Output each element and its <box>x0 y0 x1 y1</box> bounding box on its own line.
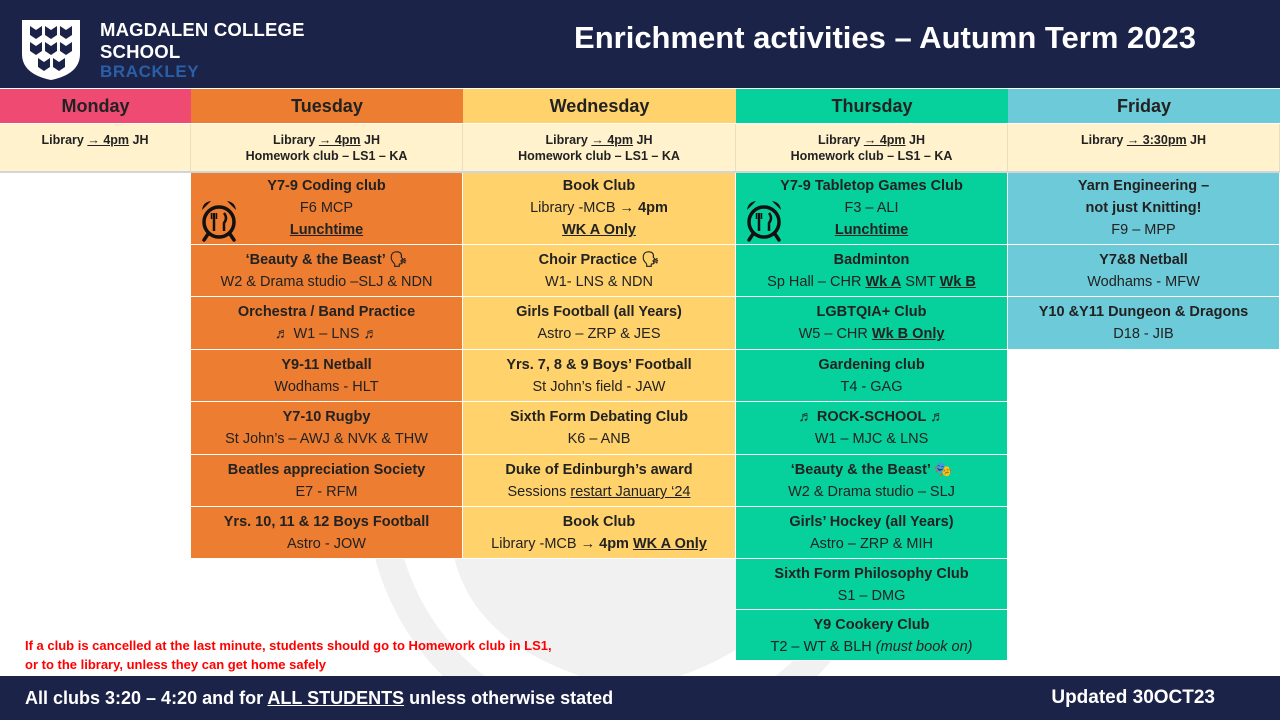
club-cell <box>736 402 1008 455</box>
club-cell <box>736 455 1008 507</box>
text-run: Wk A <box>865 274 902 290</box>
club-name: Sixth Form Debating Club <box>509 409 689 425</box>
text-run: Astro - JOW <box>287 536 366 552</box>
club-name: Y9 Cookery Club <box>813 617 930 633</box>
day-header-monday: Monday <box>0 89 191 123</box>
club-name: ♬ ROCK-SCHOOL ♬ <box>798 409 945 425</box>
club-name: Y7-9 Tabletop Games Club <box>780 178 963 194</box>
text-run: → 4pm <box>318 133 361 147</box>
text-run: W1 – MJC & LNS <box>814 431 929 447</box>
text-run: restart January ‘24 <box>570 484 691 500</box>
club-detail <box>736 376 1007 398</box>
slot-line <box>1008 132 1279 148</box>
club-cell <box>463 402 736 455</box>
text-run: D18 - JIB <box>1113 326 1174 342</box>
text-run: F6 MCP <box>299 200 354 216</box>
text-run: (must book on) <box>875 639 973 655</box>
club-name: Yrs. 10, 11 & 12 Boys Football <box>223 514 430 530</box>
slot-line <box>0 132 190 148</box>
club-detail <box>191 481 462 503</box>
text-run: Homework club – LS1 – KA <box>518 149 680 163</box>
club-detail <box>191 323 462 345</box>
club-cell <box>736 610 1008 661</box>
text-run: Wk B <box>939 274 976 290</box>
text-run: Wodhams - MFW <box>1087 274 1200 290</box>
page-footer <box>0 676 1280 720</box>
club-cell <box>1008 297 1280 350</box>
text-run: not just Knitting! <box>1085 200 1202 216</box>
club-name: LGBTQIA+ Club <box>816 304 927 320</box>
school-crest-logo <box>20 18 82 82</box>
notice-line: If a club is cancelled at the last minute, students should go to Homework club in LS1, <box>25 638 552 653</box>
notice-line: or to the library, unless they can get home safely <box>25 657 327 672</box>
day-header-wednesday: Wednesday <box>463 89 736 123</box>
club-name: Y7&8 Netball <box>1099 252 1188 268</box>
club-name: Yarn Engineering – <box>1077 178 1210 194</box>
alarm-clock-cutlery-icon <box>742 198 786 242</box>
club-name: Y10 &Y11 Dungeon & Dragons <box>1038 304 1249 320</box>
slot-line <box>463 148 735 164</box>
text-run: W1- LNS & NDN <box>545 274 653 290</box>
text-run: → 4pm <box>580 536 629 552</box>
text-run: W5 – CHR <box>798 326 872 342</box>
text-run: W2 & Drama studio – SLJ <box>788 484 955 500</box>
club-cell <box>191 455 463 507</box>
club-detail <box>1008 323 1279 345</box>
club-name: Gardening club <box>818 357 925 373</box>
club-detail <box>463 428 735 450</box>
after-school-slot-monday <box>0 124 191 171</box>
club-cell <box>736 350 1008 402</box>
club-cell <box>1008 173 1280 245</box>
club-cell <box>191 507 463 559</box>
club-detail <box>463 219 735 241</box>
text-run: WK A Only <box>632 536 707 552</box>
footer-note-end: unless otherwise stated <box>404 688 614 708</box>
text-run: Library <box>41 133 88 147</box>
text-run: → 4pm <box>591 133 634 147</box>
after-school-slot-wednesday <box>463 124 736 171</box>
club-cell <box>463 507 736 559</box>
club-cell <box>736 245 1008 297</box>
text-run: Library <box>273 133 319 147</box>
school-name-line2: SCHOOL <box>100 41 181 62</box>
after-school-slot-thursday <box>736 124 1008 171</box>
club-name: Y7-10 Rugby <box>282 409 371 425</box>
text-run: → 4pm <box>863 133 906 147</box>
club-detail <box>463 271 735 293</box>
text-run: ♬ W1 – LNS ♬ <box>274 326 379 342</box>
slot-divider <box>0 171 1280 173</box>
club-detail <box>736 323 1007 345</box>
text-run: JH <box>1186 133 1207 147</box>
text-run: Library -MCB <box>491 536 581 552</box>
club-name: ‘Beauty & the Beast’ 🎭 <box>790 462 953 478</box>
club-detail <box>191 428 462 450</box>
slot-line <box>736 132 1007 148</box>
club-cell <box>191 350 463 402</box>
footer-note-start: All clubs 3:20 – 4:20 and for <box>25 688 268 708</box>
updated-date: Updated 30OCT23 <box>1051 687 1215 708</box>
after-school-slot-tuesday <box>191 124 463 171</box>
club-detail <box>1008 219 1279 241</box>
club-detail <box>736 585 1007 607</box>
text-run: St John’s – AWJ & NVK & THW <box>225 431 428 447</box>
club-detail <box>463 533 735 555</box>
club-cell <box>736 507 1008 559</box>
club-name: Duke of Edinburgh’s award <box>505 462 693 478</box>
text-run: St John’s field - JAW <box>532 379 666 395</box>
club-cell <box>463 350 736 402</box>
club-detail <box>463 376 735 398</box>
club-name: Book Club <box>562 514 636 530</box>
page-header <box>0 0 1280 88</box>
slot-line <box>191 148 462 164</box>
after-school-slot-friday <box>1008 124 1280 171</box>
text-run: → 4pm <box>87 133 130 147</box>
club-name: Sixth Form Philosophy Club <box>774 566 969 582</box>
text-run: SMT <box>901 274 940 290</box>
text-run: → 4pm <box>619 200 668 216</box>
slot-line <box>736 148 1007 164</box>
club-detail <box>736 428 1007 450</box>
text-run: Astro – ZRP & MIH <box>809 536 933 552</box>
club-detail <box>191 376 462 398</box>
club-name: Y7-9 Coding club <box>267 178 386 194</box>
club-name: Book Club <box>562 178 636 194</box>
text-run: Astro – ZRP & JES <box>537 326 661 342</box>
club-cell <box>1008 245 1280 297</box>
text-run: Wodhams - HLT <box>274 379 379 395</box>
club-name: Girls’ Hockey (all Years) <box>789 514 954 530</box>
text-run: W2 & Drama studio –SLJ & NDN <box>220 274 433 290</box>
text-run: K6 – ANB <box>567 431 631 447</box>
text-run: Homework club – LS1 – KA <box>790 149 953 163</box>
club-detail <box>191 271 462 293</box>
text-run: JH <box>360 133 380 147</box>
club-detail <box>736 271 1007 293</box>
school-name <box>100 19 305 63</box>
club-detail <box>191 533 462 555</box>
text-run: Library <box>545 133 592 147</box>
text-run: Wk B Only <box>871 326 945 342</box>
club-detail <box>1008 197 1279 219</box>
club-detail <box>463 323 735 345</box>
club-name: Y9-11 Netball <box>281 357 372 373</box>
club-detail <box>1008 271 1279 293</box>
club-cell <box>463 173 736 245</box>
club-cell <box>463 245 736 297</box>
slot-line <box>463 132 735 148</box>
slot-line <box>191 132 462 148</box>
school-name-line1: MAGDALEN COLLEGE <box>100 19 305 40</box>
text-run: Lunchtime <box>834 222 909 238</box>
club-cell <box>736 297 1008 350</box>
day-header-thursday: Thursday <box>736 89 1008 123</box>
text-run: Homework club – LS1 – KA <box>245 149 408 163</box>
text-run: JH <box>633 133 653 147</box>
club-detail <box>463 481 735 503</box>
text-run: S1 – DMG <box>837 588 906 604</box>
club-detail <box>736 636 1007 658</box>
text-run: Lunchtime <box>289 222 364 238</box>
club-name: Beatles appreciation Society <box>227 462 426 478</box>
school-town: BRACKLEY <box>100 62 200 81</box>
text-run: → 3:30pm <box>1126 133 1187 147</box>
club-cell <box>463 297 736 350</box>
club-detail <box>736 533 1007 555</box>
club-cell <box>191 245 463 297</box>
cancellation-notice <box>25 636 705 674</box>
text-run: Library <box>818 133 864 147</box>
club-name: Choir Practice 🗣 <box>538 252 660 268</box>
day-header-tuesday: Tuesday <box>191 89 463 123</box>
text-run: Library <box>1080 133 1127 147</box>
club-detail <box>463 197 735 219</box>
alarm-clock-cutlery-icon <box>197 198 241 242</box>
text-run: JH <box>905 133 925 147</box>
text-run: F3 – ALI <box>844 200 899 216</box>
club-cell <box>736 559 1008 610</box>
footer-note-emphasis: ALL STUDENTS <box>267 688 405 708</box>
text-run: F9 – MPP <box>1111 222 1176 238</box>
text-run: JH <box>129 133 149 147</box>
club-cell <box>191 402 463 455</box>
text-run: T4 - GAG <box>840 379 903 395</box>
club-name: Girls Football (all Years) <box>516 304 682 320</box>
club-cell <box>463 455 736 507</box>
text-run: Library -MCB <box>530 200 620 216</box>
club-name: Yrs. 7, 8 & 9 Boys’ Football <box>506 357 692 373</box>
club-cell <box>191 297 463 350</box>
club-name: Badminton <box>833 252 910 268</box>
club-name: ‘Beauty & the Beast’ 🗣 <box>245 252 408 268</box>
text-run: T2 – WT & BLH <box>770 639 876 655</box>
day-header-friday: Friday <box>1008 89 1280 123</box>
text-run: Sessions <box>507 484 571 500</box>
page-title: Enrichment activities – Autumn Term 2023 <box>574 20 1196 55</box>
text-run: Sp Hall – CHR <box>767 274 866 290</box>
footer-times-note <box>25 686 613 710</box>
club-name: Orchestra / Band Practice <box>237 304 416 320</box>
club-detail <box>736 481 1007 503</box>
text-run: E7 - RFM <box>295 484 358 500</box>
text-run: WK A Only <box>562 222 636 238</box>
